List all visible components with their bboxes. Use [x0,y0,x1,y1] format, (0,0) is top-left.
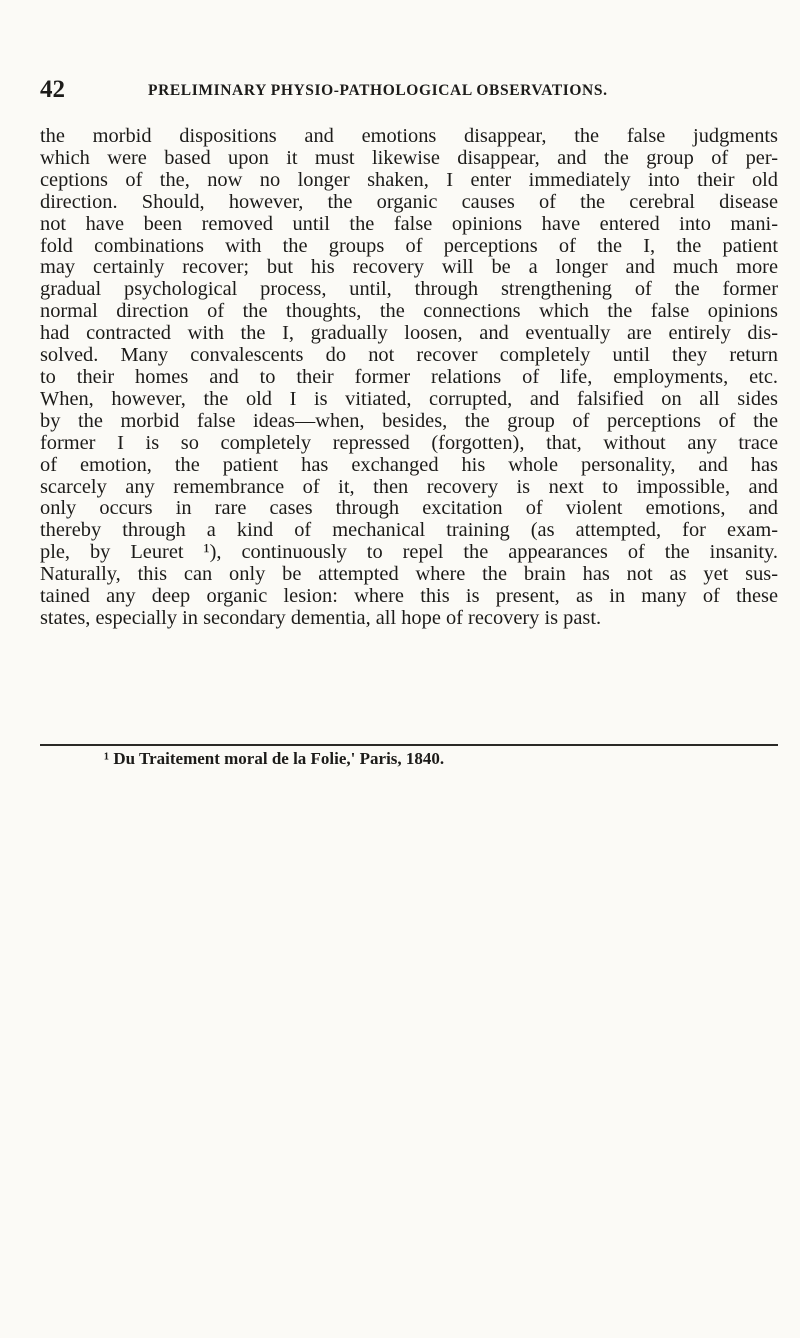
text-line: tained any deep organic lesion: where this is present, as in many of these [40,585,778,608]
text-line: of emotion, the patient has exchanged his whole personality, and has [40,453,778,476]
text-line: solved. Many convalescents do not recover completely until they return [40,344,778,367]
text-line: only occurs in rare cases through excitation of violent emotions, and [40,497,778,520]
body-text [40,126,778,630]
text-line: the morbid dispositions and emotions disappear, the false judgments [40,125,778,147]
text-line: by the morbid false ideas—when, besides, the group of perceptions of the [40,409,778,432]
page-header [40,76,780,104]
text-line: gradual psychological process, until, through strengthening of the former [40,278,778,301]
text-line: When, however, the old I is vitiated, corrupted, and falsified on all sides [40,387,778,410]
text-line: to their homes and to their former relations of life, employments, etc. [40,365,778,388]
text-line: ple, by Leuret ¹), continuously to repel the appearances of the insanity. [40,541,778,564]
text-line: which were based upon it must likewise disappear, and the group of per- [40,146,778,169]
text-line: may certainly recover; but his recovery will be a longer and much more [40,256,778,279]
text-line: ceptions of the, now no longer shaken, I enter immediately into their old [40,168,778,191]
footnote-divider [40,744,778,746]
text-line: scarcely any remembrance of it, then recovery is next to impossible, and [40,475,778,498]
text-line: former I is so completely repressed (forgotten), that, without any trace [40,431,778,454]
text-line: fold combinations with the groups of perceptions of the I, the patient [40,234,778,257]
text-line: direction. Should, however, the organic causes of the cerebral disease [40,190,778,213]
running-title: PRELIMINARY PHYSIO-PATHOLOGICAL OBSERVATIONS. [148,82,608,99]
text-line: thereby through a kind of mechanical training (as attempted, for exam- [40,519,778,542]
text-line: normal direction of the thoughts, the connections which the false opinions [40,300,778,323]
text-line: had contracted with the I, gradually loosen, and eventually are entirely dis- [40,322,778,345]
text-line: Naturally, this can only be attempted where the brain has not as yet sus- [40,563,778,586]
text-line: not have been removed until the false opinions have entered into mani- [40,212,778,235]
page-number: 42 [40,76,65,103]
footnote: ¹ Du Traitement moral de la Folie,' Paris, 1840. [104,749,445,768]
text-line: states, especially in secondary dementia, all hope of recovery is past. [40,606,602,629]
